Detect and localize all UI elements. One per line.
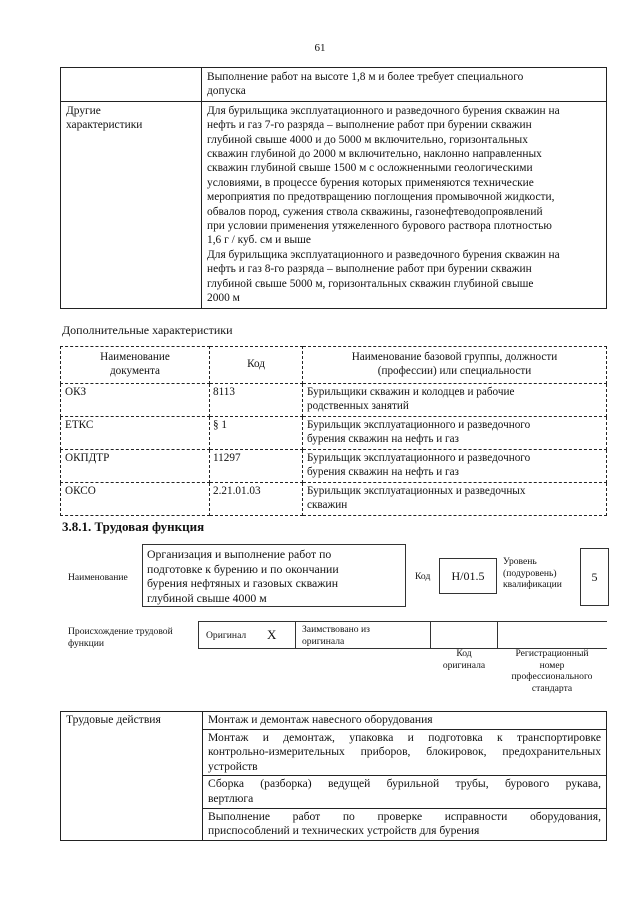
text-line: скважин глубиной до 2000 м включительно, наклонно направленных — [207, 148, 542, 161]
name-cell — [303, 384, 607, 417]
action-cell — [203, 776, 607, 808]
text-line: при условии применения утяжеленного бурового раствора плотностью — [207, 220, 552, 233]
text-line: Выполнение работ на высоте 1,8 м и более требует специального — [207, 71, 524, 83]
section-caption: Дополнительные характеристики — [62, 323, 233, 337]
name-line: родственных занятий — [307, 399, 409, 412]
borrowed-label-line: оригинала — [302, 635, 345, 647]
labor-actions-table — [60, 711, 607, 841]
header-doc — [61, 347, 210, 384]
origin-row — [198, 621, 607, 649]
header-name — [303, 347, 607, 384]
name-label: Наименование — [68, 572, 128, 583]
function-name-box — [142, 544, 406, 607]
caption-line: стандарта — [531, 682, 573, 694]
text-line: нефть и газ 8-го разряда – выполнение работ при бурении скважин — [207, 263, 532, 276]
header-line: документа — [109, 365, 161, 377]
header-code: Код — [210, 347, 303, 384]
level-label — [503, 556, 562, 591]
caption-line: профессионального — [511, 671, 593, 682]
original-label: Оригинал — [206, 630, 247, 641]
level-label-line: квалификации — [503, 579, 562, 590]
name-line: Бурильщики скважин и колодцев и рабочие — [307, 386, 515, 398]
name-cell — [303, 450, 607, 483]
actions-label: Трудовые действия — [61, 712, 203, 841]
text-line: 2000 м — [207, 292, 240, 305]
row-text — [202, 101, 607, 308]
row-label — [61, 101, 202, 308]
doc-cell: ОКСО — [61, 483, 210, 516]
header-line: (профессии) или специальности — [377, 365, 532, 377]
origin-label — [68, 626, 173, 649]
text-line: условиями, в процессе бурения которых применяются технические — [207, 176, 534, 189]
action-line: устройств — [208, 759, 258, 773]
qualification-level-box: 5 — [580, 548, 609, 606]
text-line: скважин глубиной свыше 1500 м с осложненными геологическими — [207, 162, 533, 175]
code-cell: 2.21.01.03 — [210, 483, 303, 516]
name-cell — [303, 417, 607, 450]
origin-label-line: функции — [68, 637, 104, 649]
label-line: характеристики — [66, 119, 143, 132]
divider — [295, 621, 296, 648]
borrowed-label — [302, 624, 370, 647]
additional-characteristics-table — [60, 346, 607, 516]
text-line: 1,6 г / куб. см и выше — [207, 234, 311, 247]
label-line: Другие — [66, 104, 101, 117]
code-cell: 11297 — [210, 450, 303, 483]
function-code-box: H/01.5 — [439, 558, 497, 594]
text-line: нефть и газ 7-го разряда – выполнение работ при бурении скважин — [207, 119, 532, 132]
action-line: вертлюга — [208, 791, 254, 805]
table-row — [61, 101, 607, 308]
doc-cell: ОКПДТР — [61, 450, 210, 483]
text-line: обвалов пород, сужения ствола скважины, газонефтеводопроявлений — [207, 205, 543, 218]
name-cell — [303, 483, 607, 516]
code-cell: 8113 — [210, 384, 303, 417]
text-line: глубиной свыше 4000 и до 5000 м включительно, горизонтальных — [207, 133, 528, 146]
caption-line: Код — [456, 648, 472, 659]
table-row — [61, 68, 607, 102]
action-cell — [203, 808, 607, 840]
text-line: глубиной свыше 5000 м, горизонтальных скважин глубиной свыше — [207, 277, 534, 290]
origin-label-line: Происхождение трудовой — [68, 626, 173, 637]
table-row — [61, 483, 607, 516]
action-line: Сборка (разборка) ведущей бурильной трубы, бурового рукава, — [208, 777, 601, 791]
header-line: Наименование базовой группы, должности — [351, 351, 558, 364]
action-line: Выполнение работ по проверке исправности оборудования, — [208, 809, 601, 823]
caption-line: Регистрационный — [515, 648, 589, 659]
text-line: допуска — [207, 85, 246, 98]
level-label-line: (подуровень) — [503, 567, 557, 579]
borrowed-label-line: Заимствовано из — [302, 624, 370, 635]
action-line: контрольно-измерительных приборов, блокировок, предохранительных — [208, 745, 601, 759]
divider — [198, 621, 199, 648]
row-text — [202, 68, 607, 102]
action-line: приспособлений и технических устройств для бурения — [208, 824, 480, 838]
action-line: Монтаж и демонтаж навесного оборудования — [208, 713, 433, 726]
action-cell — [203, 729, 607, 776]
caption-line: номер — [539, 659, 565, 671]
name-line: бурения скважин на нефть и газ — [307, 432, 459, 445]
name-line: бурения скважин на нефть и газ — [307, 465, 459, 478]
text-line: Для бурильщика эксплуатационного и разведочного бурения скважин на — [207, 104, 560, 117]
function-heading: 3.8.1. Трудовая функция — [62, 519, 205, 534]
divider — [497, 621, 498, 648]
row-label — [61, 68, 202, 102]
name-line: скважин — [307, 498, 348, 511]
header-line: Наименование — [100, 351, 170, 364]
caption-line: оригинала — [442, 659, 486, 671]
name-line: Бурильщик эксплуатационных и разведочных — [307, 485, 526, 497]
level-label-line: Уровень — [503, 556, 537, 567]
name-line: Бурильщик эксплуатационного и разведочного — [307, 452, 531, 464]
original-mark: X — [267, 627, 277, 642]
doc-cell: ОКЗ — [61, 384, 210, 417]
characteristics-table — [60, 67, 607, 309]
page-number: 61 — [314, 42, 326, 54]
text-line: мероприятия по предотвращению поглощения промывочной жидкости, — [207, 191, 555, 204]
table-row — [61, 384, 607, 417]
registration-number-caption — [497, 648, 607, 694]
code-original-caption — [432, 648, 496, 671]
table-row — [61, 712, 607, 730]
function-name-line: глубиной свыше 4000 м — [147, 590, 267, 605]
text-line: Для бурильщика эксплуатационного и разведочного бурения скважин на — [207, 248, 560, 261]
name-line: Бурильщик эксплуатационного и разведочного — [307, 419, 531, 431]
table-row — [61, 450, 607, 483]
code-cell: § 1 — [210, 417, 303, 450]
table-row — [61, 417, 607, 450]
action-cell — [203, 712, 607, 730]
doc-cell: ЕТКС — [61, 417, 210, 450]
function-name-line: бурения нефтяных и газовых скважин — [147, 576, 339, 591]
function-name-line: Организация и выполнение работ по — [147, 547, 332, 561]
divider — [430, 621, 431, 648]
function-name-line: подготовке к бурению и по окончании — [147, 561, 339, 576]
table-header-row — [61, 347, 607, 384]
action-line: Монтаж и демонтаж, упаковка и подготовка к транспортировке — [208, 730, 601, 744]
code-label: Код — [415, 571, 431, 582]
